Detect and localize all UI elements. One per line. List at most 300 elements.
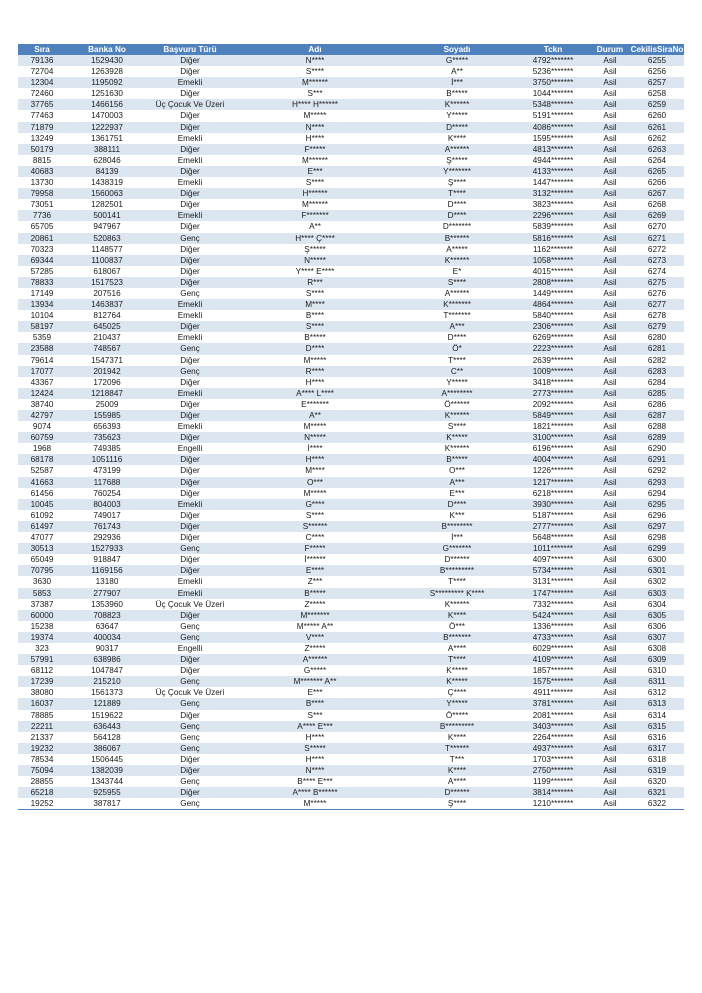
cell-basvuru-turu: Diğer	[148, 88, 232, 99]
cell-basvuru-turu: Üç Çocuk Ve Üzeri	[148, 99, 232, 110]
cell-durum: Asil	[590, 532, 630, 543]
cell-sira: 79614	[18, 355, 66, 366]
cell-adi: S****	[232, 288, 398, 299]
cell-basvuru-turu: Diğer	[148, 787, 232, 798]
cell-cekilis-sira-no: 6310	[630, 665, 684, 676]
cell-durum: Asil	[590, 443, 630, 454]
cell-sira: 22211	[18, 721, 66, 732]
cell-sira: 65705	[18, 221, 66, 232]
cell-tckn: 4015*******	[516, 266, 590, 277]
cell-sira: 1968	[18, 443, 66, 454]
cell-soyadi: B*********	[398, 721, 516, 732]
cell-cekilis-sira-no: 6289	[630, 432, 684, 443]
cell-tckn: 1199*******	[516, 776, 590, 787]
cell-adi: B*****	[232, 332, 398, 343]
cell-sira: 78885	[18, 710, 66, 721]
cell-adi: S****	[232, 177, 398, 188]
cell-basvuru-turu: Emekli	[148, 332, 232, 343]
cell-adi: G*****	[232, 665, 398, 676]
cell-tckn: 4944*******	[516, 155, 590, 166]
cell-tckn: 1011*******	[516, 543, 590, 554]
table-row	[18, 88, 684, 99]
cell-cekilis-sira-no: 6290	[630, 443, 684, 454]
cell-soyadi: A******	[398, 144, 516, 155]
cell-basvuru-turu: Diğer	[148, 477, 232, 488]
cell-basvuru-turu: Diğer	[148, 266, 232, 277]
cell-tckn: 1058*******	[516, 255, 590, 266]
cell-banka-no: 63647	[66, 621, 148, 632]
col-header-durum: Durum	[590, 44, 630, 55]
cell-tckn: 2306*******	[516, 321, 590, 332]
cell-cekilis-sira-no: 6298	[630, 532, 684, 543]
cell-adi: A**** L****	[232, 388, 398, 399]
cell-adi: M******	[232, 155, 398, 166]
cell-tckn: 1009*******	[516, 366, 590, 377]
cell-banka-no: 1382039	[66, 765, 148, 776]
cell-sira: 78833	[18, 277, 66, 288]
cell-tckn: 5734*******	[516, 565, 590, 576]
table-row	[18, 621, 684, 632]
cell-basvuru-turu: Genç	[148, 721, 232, 732]
cell-tckn: 5840*******	[516, 310, 590, 321]
cell-basvuru-turu: Genç	[148, 743, 232, 754]
table-row	[18, 565, 684, 576]
table-row	[18, 754, 684, 765]
cell-sira: 5359	[18, 332, 66, 343]
cell-sira: 21337	[18, 732, 66, 743]
cell-banka-no: 117688	[66, 477, 148, 488]
cell-soyadi: E*	[398, 266, 516, 277]
cell-tckn: 4864*******	[516, 299, 590, 310]
col-header-adi: Adı	[232, 44, 398, 55]
cell-durum: Asil	[590, 355, 630, 366]
cell-tckn: 3930*******	[516, 499, 590, 510]
cell-adi: A**	[232, 410, 398, 421]
cell-soyadi: Y*****	[398, 698, 516, 709]
cell-soyadi: A****	[398, 776, 516, 787]
cell-sira: 78534	[18, 754, 66, 765]
cell-tckn: 1217*******	[516, 477, 590, 488]
cell-cekilis-sira-no: 6304	[630, 599, 684, 610]
cell-cekilis-sira-no: 6263	[630, 144, 684, 155]
cell-adi: S****	[232, 321, 398, 332]
cell-adi: H****	[232, 377, 398, 388]
cell-durum: Asil	[590, 477, 630, 488]
cell-durum: Asil	[590, 277, 630, 288]
cell-sira: 68112	[18, 665, 66, 676]
cell-banka-no: 1100837	[66, 255, 148, 266]
table-row	[18, 732, 684, 743]
cell-basvuru-turu: Emekli	[148, 388, 232, 399]
cell-tckn: 2773*******	[516, 388, 590, 399]
cell-soyadi: C**	[398, 366, 516, 377]
cell-basvuru-turu: Genç	[148, 676, 232, 687]
table-row	[18, 266, 684, 277]
cell-banka-no: 761743	[66, 521, 148, 532]
cell-banka-no: 628046	[66, 155, 148, 166]
cell-tckn: 3403*******	[516, 721, 590, 732]
cell-tckn: 4097*******	[516, 554, 590, 565]
cell-basvuru-turu: Diğer	[148, 255, 232, 266]
cell-sira: 7736	[18, 210, 66, 221]
cell-soyadi: E***	[398, 488, 516, 499]
cell-sira: 71879	[18, 122, 66, 133]
cell-adi: A**** B******	[232, 787, 398, 798]
cell-durum: Asil	[590, 66, 630, 77]
cell-cekilis-sira-no: 6301	[630, 565, 684, 576]
cell-banka-no: 748567	[66, 343, 148, 354]
cell-soyadi: B*******	[398, 632, 516, 643]
cell-basvuru-turu: Genç	[148, 698, 232, 709]
cell-durum: Asil	[590, 732, 630, 743]
cell-sira: 73051	[18, 199, 66, 210]
cell-banka-no: 1169156	[66, 565, 148, 576]
cell-basvuru-turu: Diğer	[148, 665, 232, 676]
cell-soyadi: İ***	[398, 532, 516, 543]
cell-adi: E*******	[232, 399, 398, 410]
cell-adi: B****	[232, 310, 398, 321]
table-row	[18, 66, 684, 77]
cell-basvuru-turu: Diğer	[148, 355, 232, 366]
cell-adi: S***	[232, 88, 398, 99]
cell-adi: H**** Ç****	[232, 233, 398, 244]
cell-banka-no: 1519622	[66, 710, 148, 721]
cell-cekilis-sira-no: 6272	[630, 244, 684, 255]
cell-adi: Ş*****	[232, 244, 398, 255]
cell-sira: 58197	[18, 321, 66, 332]
cell-basvuru-turu: Diğer	[148, 55, 232, 66]
cell-sira: 38740	[18, 399, 66, 410]
cell-tckn: 1821*******	[516, 421, 590, 432]
cell-soyadi: K******	[398, 410, 516, 421]
cell-adi: D****	[232, 343, 398, 354]
cell-basvuru-turu: Diğer	[148, 277, 232, 288]
cell-tckn: 4813*******	[516, 144, 590, 155]
cell-tckn: 1226*******	[516, 465, 590, 476]
cell-sira: 41663	[18, 477, 66, 488]
cell-banka-no: 1438319	[66, 177, 148, 188]
table-row	[18, 477, 684, 488]
cell-cekilis-sira-no: 6281	[630, 343, 684, 354]
cell-banka-no: 207516	[66, 288, 148, 299]
cell-durum: Asil	[590, 665, 630, 676]
cell-sira: 13934	[18, 299, 66, 310]
table-row	[18, 166, 684, 177]
cell-basvuru-turu: Engelli	[148, 643, 232, 654]
cell-basvuru-turu: Diğer	[148, 510, 232, 521]
cell-cekilis-sira-no: 6302	[630, 576, 684, 587]
cell-soyadi: D****	[398, 199, 516, 210]
table-row	[18, 643, 684, 654]
cell-cekilis-sira-no: 6317	[630, 743, 684, 754]
cell-cekilis-sira-no: 6284	[630, 377, 684, 388]
cell-adi: M******	[232, 199, 398, 210]
cell-sira: 16037	[18, 698, 66, 709]
cell-banka-no: 804003	[66, 499, 148, 510]
cell-adi: M******	[232, 77, 398, 88]
cell-soyadi: A***	[398, 321, 516, 332]
cell-basvuru-turu: Genç	[148, 732, 232, 743]
cell-tckn: 5816*******	[516, 233, 590, 244]
cell-durum: Asil	[590, 321, 630, 332]
cell-adi: H**** H******	[232, 99, 398, 110]
cell-soyadi: A********	[398, 388, 516, 399]
table-row	[18, 221, 684, 232]
cell-sira: 12424	[18, 388, 66, 399]
cell-adi: N*****	[232, 255, 398, 266]
cell-banka-no: 1466156	[66, 99, 148, 110]
cell-sira: 77463	[18, 110, 66, 121]
table-row	[18, 77, 684, 88]
cell-basvuru-turu: Üç Çocuk Ve Üzeri	[148, 599, 232, 610]
cell-banka-no: 749017	[66, 510, 148, 521]
cell-cekilis-sira-no: 6312	[630, 687, 684, 698]
cell-sira: 323	[18, 643, 66, 654]
cell-cekilis-sira-no: 6306	[630, 621, 684, 632]
cell-basvuru-turu: Emekli	[148, 576, 232, 587]
cell-sira: 40683	[18, 166, 66, 177]
cell-soyadi: S****	[398, 421, 516, 432]
cell-sira: 3630	[18, 576, 66, 587]
cell-adi: N****	[232, 122, 398, 133]
cell-cekilis-sira-no: 6269	[630, 210, 684, 221]
cell-sira: 61092	[18, 510, 66, 521]
cell-soyadi: Ö***	[398, 621, 516, 632]
cell-tckn: 1447*******	[516, 177, 590, 188]
cell-tckn: 4109*******	[516, 654, 590, 665]
cell-basvuru-turu: Diğer	[148, 110, 232, 121]
table-row	[18, 388, 684, 399]
table-row	[18, 155, 684, 166]
cell-durum: Asil	[590, 543, 630, 554]
cell-sira: 12304	[18, 77, 66, 88]
header-row	[18, 44, 684, 55]
cell-sira: 42797	[18, 410, 66, 421]
cell-cekilis-sira-no: 6287	[630, 410, 684, 421]
cell-basvuru-turu: Emekli	[148, 133, 232, 144]
cell-sira: 70795	[18, 565, 66, 576]
cell-cekilis-sira-no: 6294	[630, 488, 684, 499]
cell-banka-no: 645025	[66, 321, 148, 332]
cell-banka-no: 1148577	[66, 244, 148, 255]
cell-cekilis-sira-no: 6260	[630, 110, 684, 121]
cell-durum: Asil	[590, 144, 630, 155]
cell-basvuru-turu: Emekli	[148, 310, 232, 321]
cell-cekilis-sira-no: 6266	[630, 177, 684, 188]
cell-cekilis-sira-no: 6296	[630, 510, 684, 521]
cell-soyadi: T*******	[398, 310, 516, 321]
table-row	[18, 532, 684, 543]
cell-sira: 72460	[18, 88, 66, 99]
cell-tckn: 5348*******	[516, 99, 590, 110]
cell-durum: Asil	[590, 388, 630, 399]
cell-tckn: 4133*******	[516, 166, 590, 177]
cell-sira: 37387	[18, 599, 66, 610]
table-row	[18, 510, 684, 521]
cell-cekilis-sira-no: 6268	[630, 199, 684, 210]
cell-tckn: 4792*******	[516, 55, 590, 66]
cell-soyadi: K*****	[398, 665, 516, 676]
cell-soyadi: D****	[398, 210, 516, 221]
cell-tckn: 3814*******	[516, 787, 590, 798]
cell-tckn: 6269*******	[516, 332, 590, 343]
cell-banka-no: 1547371	[66, 355, 148, 366]
cell-tckn: 2777*******	[516, 521, 590, 532]
cell-tckn: 1703*******	[516, 754, 590, 765]
cell-soyadi: K*****	[398, 676, 516, 687]
cell-banka-no: 1343744	[66, 776, 148, 787]
cell-tckn: 5648*******	[516, 532, 590, 543]
table-row	[18, 654, 684, 665]
cell-sira: 43367	[18, 377, 66, 388]
cell-durum: Asil	[590, 432, 630, 443]
table-row	[18, 244, 684, 255]
cell-basvuru-turu: Diğer	[148, 66, 232, 77]
cell-sira: 17149	[18, 288, 66, 299]
cell-banka-no: 210437	[66, 332, 148, 343]
cell-basvuru-turu: Emekli	[148, 77, 232, 88]
cell-sira: 50179	[18, 144, 66, 155]
cell-durum: Asil	[590, 188, 630, 199]
table-row	[18, 488, 684, 499]
cell-tckn: 5839*******	[516, 221, 590, 232]
cell-tckn: 4086*******	[516, 122, 590, 133]
cell-cekilis-sira-no: 6286	[630, 399, 684, 410]
cell-adi: M****	[232, 465, 398, 476]
cell-adi: E***	[232, 687, 398, 698]
table-row	[18, 332, 684, 343]
cell-durum: Asil	[590, 210, 630, 221]
cell-basvuru-turu: Diğer	[148, 532, 232, 543]
cell-durum: Asil	[590, 133, 630, 144]
table-row	[18, 122, 684, 133]
cell-basvuru-turu: Diğer	[148, 454, 232, 465]
cell-cekilis-sira-no: 6283	[630, 366, 684, 377]
cell-sira: 61456	[18, 488, 66, 499]
cell-soyadi: K****	[398, 732, 516, 743]
cell-soyadi: T******	[398, 743, 516, 754]
cell-tckn: 4733*******	[516, 632, 590, 643]
cell-banka-no: 400034	[66, 632, 148, 643]
cell-banka-no: 1195092	[66, 77, 148, 88]
cell-soyadi: D****	[398, 332, 516, 343]
cell-durum: Asil	[590, 221, 630, 232]
table-row	[18, 199, 684, 210]
cell-soyadi: D******	[398, 554, 516, 565]
cell-cekilis-sira-no: 6288	[630, 421, 684, 432]
cell-banka-no: 473199	[66, 465, 148, 476]
cell-banka-no: 1470003	[66, 110, 148, 121]
cell-banka-no: 387817	[66, 798, 148, 810]
cell-cekilis-sira-no: 6256	[630, 66, 684, 77]
cell-durum: Asil	[590, 166, 630, 177]
cell-banka-no: 277907	[66, 588, 148, 599]
cell-cekilis-sira-no: 6255	[630, 55, 684, 66]
cell-banka-no: 749385	[66, 443, 148, 454]
cell-banka-no: 388111	[66, 144, 148, 155]
cell-adi: İ****	[232, 443, 398, 454]
cell-adi: O***	[232, 477, 398, 488]
cell-soyadi: Y*******	[398, 166, 516, 177]
cell-cekilis-sira-no: 6279	[630, 321, 684, 332]
cell-tckn: 1449*******	[516, 288, 590, 299]
cell-adi: F*****	[232, 543, 398, 554]
cell-adi: S******	[232, 521, 398, 532]
cell-soyadi: K*******	[398, 299, 516, 310]
cell-soyadi: Y*****	[398, 110, 516, 121]
table-row	[18, 798, 684, 810]
table-row	[18, 743, 684, 754]
table-row	[18, 144, 684, 155]
table-row	[18, 599, 684, 610]
cell-sira: 75094	[18, 765, 66, 776]
cell-sira: 30513	[18, 543, 66, 554]
cell-soyadi: S********* K****	[398, 588, 516, 599]
cell-adi: H****	[232, 754, 398, 765]
cell-durum: Asil	[590, 776, 630, 787]
cell-soyadi: B*********	[398, 565, 516, 576]
cell-tckn: 1747*******	[516, 588, 590, 599]
table-row	[18, 454, 684, 465]
cell-durum: Asil	[590, 110, 630, 121]
cell-durum: Asil	[590, 177, 630, 188]
cell-soyadi: B******	[398, 233, 516, 244]
cell-tckn: 1044*******	[516, 88, 590, 99]
cell-durum: Asil	[590, 410, 630, 421]
cell-soyadi: Ş*****	[398, 155, 516, 166]
cell-tckn: 4937*******	[516, 743, 590, 754]
cell-sira: 60759	[18, 432, 66, 443]
cell-tckn: 3132*******	[516, 188, 590, 199]
cell-adi: M****	[232, 299, 398, 310]
cell-basvuru-turu: Diğer	[148, 410, 232, 421]
cell-durum: Asil	[590, 710, 630, 721]
cell-cekilis-sira-no: 6270	[630, 221, 684, 232]
cell-adi: Z***	[232, 576, 398, 587]
cell-soyadi: T****	[398, 355, 516, 366]
cell-adi: M***** A**	[232, 621, 398, 632]
cell-tckn: 2081*******	[516, 710, 590, 721]
cell-basvuru-turu: Emekli	[148, 299, 232, 310]
cell-soyadi: G*******	[398, 543, 516, 554]
cell-adi: M*******	[232, 610, 398, 621]
cell-adi: B**** E***	[232, 776, 398, 787]
cell-cekilis-sira-no: 6319	[630, 765, 684, 776]
cell-durum: Asil	[590, 377, 630, 388]
cell-sira: 79136	[18, 55, 66, 66]
table-row	[18, 665, 684, 676]
cell-banka-no: 386067	[66, 743, 148, 754]
cell-durum: Asil	[590, 787, 630, 798]
cell-basvuru-turu: Diğer	[148, 565, 232, 576]
table-row	[18, 776, 684, 787]
cell-durum: Asil	[590, 687, 630, 698]
cell-adi: N*****	[232, 432, 398, 443]
cell-cekilis-sira-no: 6292	[630, 465, 684, 476]
cell-cekilis-sira-no: 6297	[630, 521, 684, 532]
cell-tckn: 5849*******	[516, 410, 590, 421]
cell-sira: 68178	[18, 454, 66, 465]
cell-basvuru-turu: Genç	[148, 776, 232, 787]
cell-tckn: 3418*******	[516, 377, 590, 388]
cell-banka-no: 1353960	[66, 599, 148, 610]
cell-cekilis-sira-no: 6303	[630, 588, 684, 599]
cell-basvuru-turu: Diğer	[148, 710, 232, 721]
cell-soyadi: Ö*	[398, 343, 516, 354]
cell-soyadi: T****	[398, 654, 516, 665]
cell-banka-no: 25009	[66, 399, 148, 410]
cell-banka-no: 1560063	[66, 188, 148, 199]
